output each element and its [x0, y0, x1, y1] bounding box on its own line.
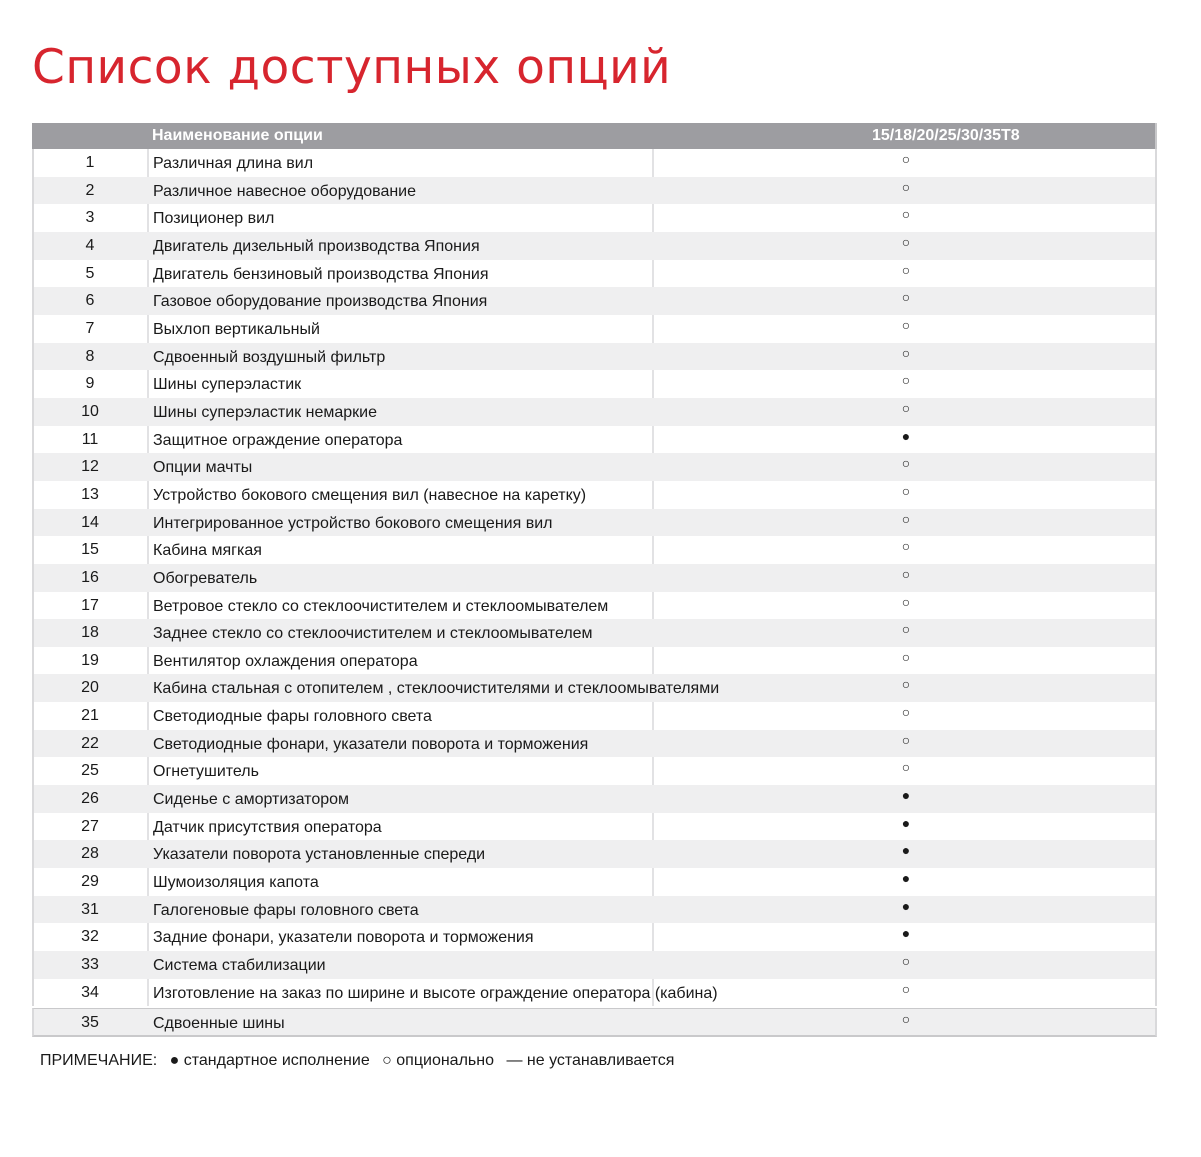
- row-number: 26: [81, 790, 99, 808]
- availability-mark: ○: [901, 731, 911, 748]
- availability-mark: ○: [901, 344, 911, 361]
- column-divider: [147, 315, 149, 343]
- column-divider: [147, 149, 149, 177]
- column-divider: [147, 370, 149, 398]
- availability-mark: ○: [901, 178, 911, 195]
- row-number: 11: [81, 430, 99, 448]
- option-name: Кабина мягкая: [153, 542, 262, 560]
- table-row: [32, 592, 1157, 620]
- table-row: [32, 619, 1157, 647]
- option-name: Обогреватель: [153, 569, 258, 587]
- availability-mark: ○: [901, 621, 911, 638]
- options-table: [32, 123, 1157, 1037]
- row-number: 34: [81, 983, 99, 1001]
- row-number: 6: [85, 292, 95, 310]
- table-row: [32, 896, 1157, 924]
- option-name: Светодиодные фонари, указатели поворота и торможения: [153, 735, 589, 753]
- availability-mark: ○: [901, 980, 911, 997]
- column-divider: [652, 647, 654, 675]
- table-row: [32, 260, 1157, 288]
- header-model: 15/18/20/25/30/35T8: [872, 127, 1020, 144]
- table-row: [32, 923, 1157, 951]
- option-name: Газовое оборудование производства Япония: [153, 293, 488, 311]
- option-name: Опции мачты: [153, 459, 253, 477]
- row-number: 13: [81, 485, 99, 503]
- note-label: ПРИМЕЧАНИЕ:: [40, 1052, 158, 1069]
- column-divider: [652, 923, 654, 951]
- table-row: [32, 979, 1157, 1007]
- column-divider: [147, 426, 149, 454]
- column-divider: [147, 592, 149, 620]
- option-name: Задние фонари, указатели поворота и торможения: [153, 929, 534, 947]
- option-name: Выхлоп вертикальный: [153, 320, 320, 338]
- availability-mark: ○: [901, 953, 911, 970]
- column-divider: [147, 204, 149, 232]
- row-number: 20: [81, 679, 99, 697]
- option-name: Защитное ограждение оператора: [153, 431, 403, 449]
- page-title: Список доступных опций: [32, 40, 672, 95]
- column-divider: [652, 260, 654, 288]
- option-name: Шумоизоляция капота: [153, 874, 319, 892]
- row-number: 14: [81, 513, 99, 531]
- table-row: [32, 1008, 1157, 1037]
- column-divider: [147, 647, 149, 675]
- option-name: Светодиодные фары головного света: [153, 708, 432, 726]
- column-divider: [147, 757, 149, 785]
- table-row: [32, 647, 1157, 675]
- row-number: 35: [81, 1014, 99, 1032]
- table-row: [32, 370, 1157, 398]
- column-divider: [652, 204, 654, 232]
- table-row: [32, 813, 1157, 841]
- row-number: 32: [81, 928, 99, 946]
- table-row: [32, 204, 1157, 232]
- option-name: Интегрированное устройство бокового смещения вил: [153, 514, 553, 532]
- column-divider: [652, 149, 654, 177]
- row-number: 21: [81, 707, 99, 725]
- table-row: [32, 343, 1157, 371]
- option-name: Сиденье с амортизатором: [153, 791, 350, 809]
- availability-mark: ○: [901, 648, 911, 665]
- table-row: [32, 785, 1157, 813]
- column-divider: [652, 702, 654, 730]
- availability-mark: ○: [901, 510, 911, 527]
- row-number: 1: [85, 154, 95, 171]
- option-name: Галогеновые фары головного света: [153, 901, 419, 919]
- option-name: Система стабилизации: [153, 957, 326, 975]
- row-number: 8: [85, 347, 95, 365]
- table-row: [32, 398, 1157, 426]
- column-divider: [147, 481, 149, 509]
- availability-mark: ○: [901, 455, 911, 472]
- column-divider: [652, 757, 654, 785]
- row-number: 9: [85, 375, 95, 393]
- column-divider: [652, 370, 654, 398]
- table-row: [32, 730, 1157, 758]
- column-divider: [147, 702, 149, 730]
- column-divider: [652, 592, 654, 620]
- option-name: Шины суперэластик немаркие: [153, 403, 377, 421]
- option-name: Заднее стекло со стеклоочистителем и стеклоомывателем: [153, 625, 593, 643]
- availability-mark: ○: [901, 316, 911, 333]
- option-name: Огнетушитель: [153, 763, 259, 781]
- row-number: 4: [85, 236, 95, 254]
- table-row: [32, 840, 1157, 868]
- availability-mark: ○: [901, 482, 911, 499]
- row-number: 33: [81, 956, 99, 974]
- column-divider: [147, 536, 149, 564]
- table-row: [32, 674, 1157, 702]
- table-row: [32, 757, 1157, 785]
- option-name: Сдвоенный воздушный фильтр: [153, 348, 386, 366]
- row-number: 31: [81, 900, 99, 918]
- option-name: Вентилятор охлаждения оператора: [153, 652, 418, 670]
- availability-mark: ○: [901, 676, 911, 693]
- table-row: [32, 564, 1157, 592]
- table-row: [32, 149, 1157, 177]
- row-number: 18: [81, 624, 99, 642]
- column-divider: [652, 426, 654, 454]
- row-number: 25: [81, 762, 99, 780]
- availability-mark: ●: [901, 842, 911, 859]
- table-row: [32, 702, 1157, 730]
- availability-mark: ○: [901, 289, 911, 306]
- column-divider: [652, 536, 654, 564]
- column-divider: [147, 923, 149, 951]
- table-row: [32, 315, 1157, 343]
- availability-mark: ○: [901, 538, 911, 555]
- table-row: [32, 509, 1157, 537]
- note-standard: ● стандартное исполнение: [169, 1052, 370, 1069]
- option-name: Ветровое стекло со стеклоочистителем и стеклоомывателем: [153, 597, 609, 615]
- row-number: 16: [81, 568, 99, 586]
- table-row: [32, 177, 1157, 205]
- availability-mark: ○: [901, 704, 911, 721]
- column-divider: [147, 813, 149, 841]
- note-not-installed: — не устанавливается: [506, 1052, 675, 1069]
- availability-mark: ○: [901, 1011, 911, 1028]
- legend-note: [40, 1052, 682, 1070]
- table-row: [32, 951, 1157, 979]
- column-divider: [652, 868, 654, 896]
- availability-mark: ○: [901, 206, 911, 223]
- column-divider: [652, 315, 654, 343]
- availability-mark: ○: [901, 593, 911, 610]
- row-number: 27: [81, 817, 99, 835]
- option-name: Различная длина вил: [153, 155, 314, 172]
- row-number: 15: [81, 541, 99, 559]
- availability-mark: ○: [901, 233, 911, 250]
- option-name: Устройство бокового смещения вил (навесное на каретку): [153, 486, 587, 504]
- availability-mark: ○: [901, 565, 911, 582]
- availability-mark: ○: [901, 399, 911, 416]
- table-row: [32, 453, 1157, 481]
- note-optional: ○ опционально: [382, 1052, 494, 1069]
- header-option-name: Наименование опции: [152, 127, 323, 144]
- option-name: Датчик присутствия оператора: [153, 818, 382, 836]
- column-divider: [652, 813, 654, 841]
- availability-mark: ●: [901, 925, 911, 942]
- option-name: Изготовление на заказ по ширине и высоте ограждение оператора (кабина): [153, 984, 718, 1002]
- column-divider: [147, 979, 149, 1007]
- option-name: Указатели поворота установленные спереди: [153, 846, 486, 864]
- row-number: 5: [85, 264, 95, 282]
- table-row: [32, 536, 1157, 564]
- option-name: Сдвоенные шины: [153, 1015, 285, 1033]
- availability-mark: ○: [901, 261, 911, 278]
- row-number: 3: [85, 209, 95, 227]
- availability-mark: ○: [901, 759, 911, 776]
- availability-mark: ●: [901, 427, 911, 444]
- availability-mark: ●: [901, 814, 911, 831]
- row-number: 28: [81, 845, 99, 863]
- availability-mark: ●: [901, 870, 911, 887]
- option-name: Различное навесное оборудование: [153, 182, 417, 200]
- option-name: Двигатель бензиновый производства Япония: [153, 265, 489, 283]
- availability-mark: ○: [901, 151, 911, 167]
- availability-mark: ○: [901, 372, 911, 389]
- table-body: [32, 149, 1157, 1037]
- column-divider: [147, 868, 149, 896]
- table-row: [32, 287, 1157, 315]
- column-divider: [147, 260, 149, 288]
- option-name: Кабина стальная с отопителем , стеклоочистителями и стеклоомывателями: [153, 680, 720, 698]
- row-number: 22: [81, 734, 99, 752]
- row-number: 2: [85, 181, 95, 199]
- row-number: 29: [81, 873, 99, 891]
- table-row: [32, 426, 1157, 454]
- row-number: 10: [81, 402, 99, 420]
- row-number: 19: [81, 651, 99, 669]
- table-row: [32, 868, 1157, 896]
- row-number: 7: [85, 319, 95, 337]
- column-divider: [652, 481, 654, 509]
- option-name: Шины суперэластик: [153, 376, 302, 394]
- table-row: [32, 481, 1157, 509]
- availability-mark: ●: [901, 897, 911, 914]
- row-number: 12: [81, 458, 99, 476]
- option-name: Двигатель дизельный производства Япония: [153, 237, 480, 255]
- option-name: Позиционер вил: [153, 210, 275, 228]
- table-header: [32, 123, 1157, 149]
- row-number: 17: [81, 596, 99, 614]
- availability-mark: ●: [901, 787, 911, 804]
- table-row: [32, 232, 1157, 260]
